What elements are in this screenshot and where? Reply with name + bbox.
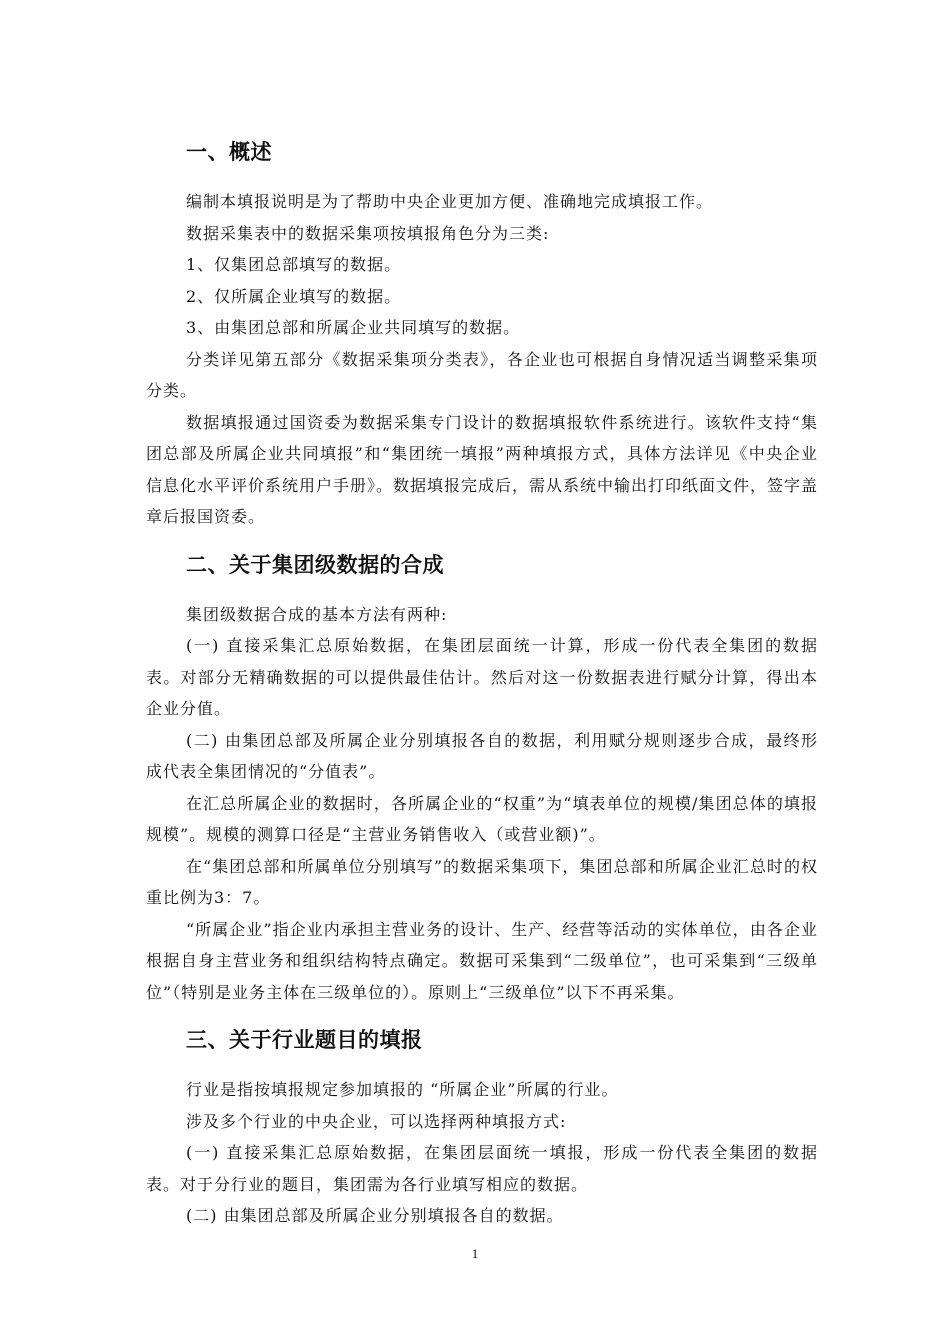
list-item: 3、由集团总部和所属企业共同填写的数据。 <box>186 318 521 337</box>
section-heading: 一、概述 <box>186 140 272 164</box>
list-item: 1、仅集团总部填写的数据。 <box>186 255 402 274</box>
paragraph: (二) 由集团总部及所属企业分别填报各自的数据，利用赋分规则逐步合成，最终形成代表全集团情况的“分值表”。 <box>146 730 818 781</box>
paragraph: (一) 直接采集汇总原始数据，在集团层面统一填报，形成一份代表全集团的数据表。对于分行业的题目，集团需为各行业填写相应的数据。 <box>146 1143 818 1194</box>
paragraph: 行业是指按填报规定参加填报的 “所属企业”所属的行业。 <box>186 1080 619 1099</box>
page-number: 1 <box>471 1246 479 1261</box>
paragraph: 数据采集表中的数据采集项按填报角色分为三类: <box>186 223 550 243</box>
paragraph: 分类详见第五部分《数据采集项分类表》，各企业也可根据自身情况适当调整采集项分类。 <box>146 349 818 400</box>
section-heading: 二、关于集团级数据的合成 <box>186 552 444 577</box>
section-heading: 三、关于行业题目的填报 <box>186 1028 423 1052</box>
section-group-data-synthesis <box>146 545 818 1009</box>
paragraph: “所属企业”指企业内承担主营业务的设计、生产、经营等活动的实体单位，由各企业根据自身主营业务和组织结构特点确定。数据可采集到“二级单位”，也可采集到“三级单位”（特别是业务主体在三级单位的）。原则上“三级单位”以下不再采集。 <box>146 919 818 1002</box>
section-overview <box>146 132 818 533</box>
paragraph: (二) 由集团总部及所属企业分别填报各自的数据。 <box>186 1206 564 1225</box>
document-body <box>146 132 818 1232</box>
section-industry-questions <box>146 1020 818 1232</box>
paragraph: (一) 直接采集汇总原始数据，在集团层面统一计算，形成一份代表全集团的数据表。对部分无精确数据的可以提供最佳估计。然后对这一份数据表进行赋分计算，得出本企业分值。 <box>146 636 818 718</box>
paragraph: 在“集团总部和所属单位分别填写”的数据采集项下，集团总部和所属企业汇总时的权重比例为3：7。 <box>146 856 818 907</box>
paragraph: 数据填报通过国资委为数据采集专门设计的数据填报软件系统进行。该软件支持“集团总部及所属企业共同填报”和“集团统一填报”两种填报方式，具体方法详见《中央企业信息化水平评价系统用户手册》。数据填报完成后，需从系统中输出打印纸面文件，签字盖章后报国资委。 <box>146 412 819 526</box>
paragraph: 在汇总所属企业的数据时，各所属企业的“权重”为“填表单位的规模/集团总体的填报规模”。规模的测算口径是“主营业务销售收入（或营业额)”。 <box>146 793 818 844</box>
paragraph: 编制本填报说明是为了帮助中央企业更加方便、准确地完成填报工作。 <box>186 192 714 211</box>
paragraph: 集团级数据合成的基本方法有两种: <box>186 604 448 624</box>
list-item: 2、仅所属企业填写的数据。 <box>186 286 402 306</box>
paragraph: 涉及多个行业的中央企业，可以选择两种填报方式: <box>186 1111 567 1131</box>
